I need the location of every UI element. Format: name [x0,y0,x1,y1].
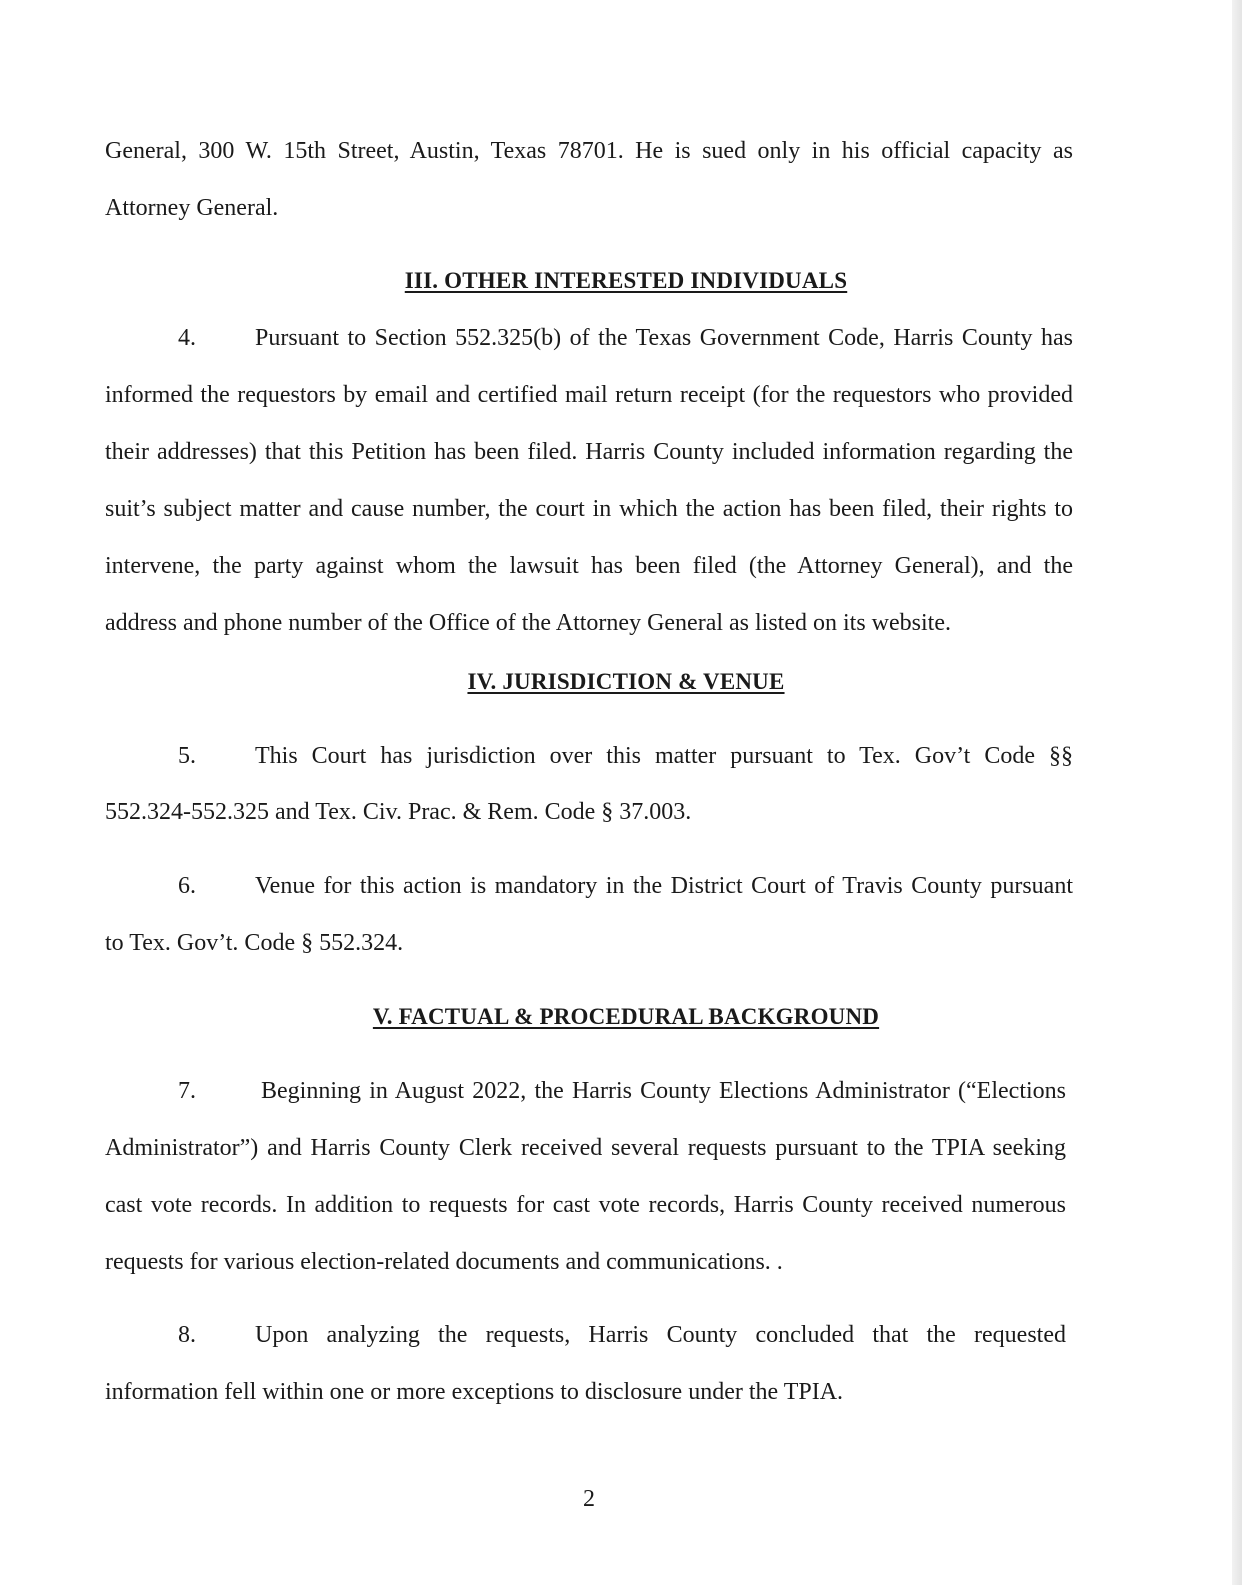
paragraph-number-8: 8. [178,1322,196,1348]
paragraph-number-6: 6. [178,873,196,899]
paragraph-8-first-line: Upon analyzing the requests, Harris County concluded that the requested [255,1322,1066,1348]
paragraph-4-line: address and phone number of the Office of the Attorney General as listed on its website. [105,610,951,636]
paragraph-number-5: 5. [178,743,196,769]
paragraph-4-line: their addresses) that this Petition has been filed. Harris County included information regarding the [105,439,1073,465]
paragraph-4-line: suit’s subject matter and cause number, the court in which the action has been filed, their rights to [105,496,1073,522]
paragraph-4-line: intervene, the party against whom the lawsuit has been filed (the Attorney General), and the [105,553,1073,579]
section-heading-iii: III. OTHER INTERESTED INDIVIDUALS [404,268,848,293]
paragraph-number-4: 4. [178,325,196,351]
paragraph-7-line: cast vote records. In addition to requests for cast vote records, Harris County received numerous [105,1192,1066,1218]
section-heading-v: V. FACTUAL & PROCEDURAL BACKGROUND [372,1004,880,1029]
paragraph-4-first-line: Pursuant to Section 552.325(b) of the Texas Government Code, Harris County has [255,325,1073,351]
paragraph-7-last-line: requests for various election-related documents and communications. . [105,1249,783,1275]
paragraph-8-last-line: information fell within one or more exceptions to disclosure under the TPIA. [105,1379,844,1405]
paragraph-6-first-line: Venue for this action is mandatory in the District Court of Travis County pursuant [255,873,1073,899]
page-edge-shadow [1232,0,1242,1585]
paragraph-number-7: 7. [178,1078,196,1104]
paragraph-7-first-line: Beginning in August 2022, the Harris County Elections Administrator (“Elections [261,1078,1066,1104]
paragraph-7-line: Administrator”) and Harris County Clerk received several requests pursuant to the TPIA seeking [105,1135,1066,1161]
intro-line-2: Attorney General. [105,195,279,221]
intro-line-1: General, 300 W. 15th Street, Austin, Texas 78701. He is sued only in his official capacity as [105,138,1073,164]
paragraph-5-last-line: 552.324-552.325 and Tex. Civ. Prac. & Rem. Code § 37.003. [105,799,692,825]
paragraph-4-line: informed the requestors by email and certified mail return receipt (for the requestors who provided [105,382,1073,408]
section-heading-iv: IV. JURISDICTION & VENUE [467,669,785,694]
page-number: 2 [583,1486,595,1512]
paragraph-6-last-line: to Tex. Gov’t. Code § 552.324. [105,930,404,956]
paragraph-5-first-line: This Court has jurisdiction over this matter pursuant to Tex. Gov’t Code §§ [255,743,1073,769]
